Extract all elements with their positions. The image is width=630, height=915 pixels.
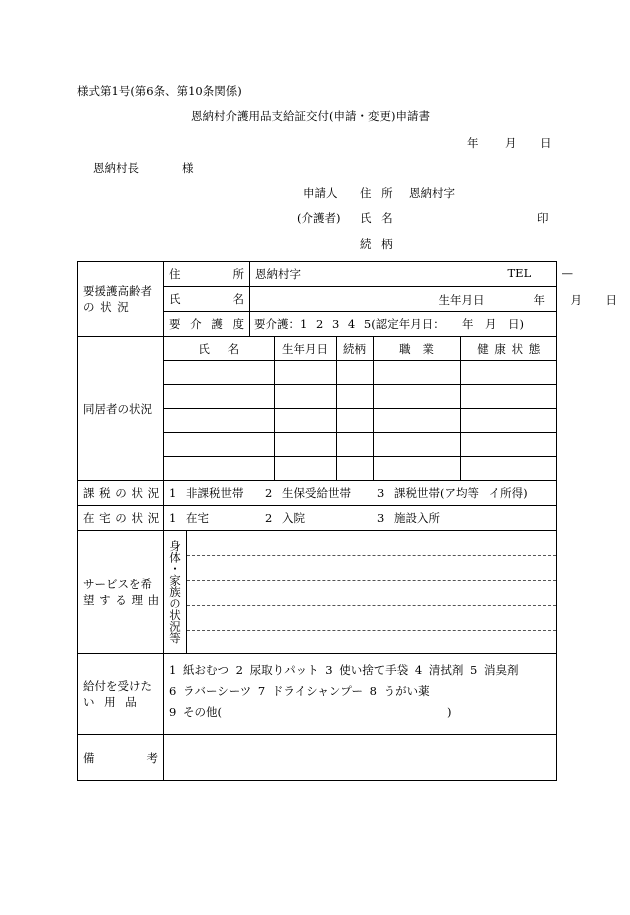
home-status-options[interactable]: [164, 506, 557, 531]
recipient-address-cell[interactable]: [250, 262, 573, 287]
recipient-name-cell[interactable]: [250, 287, 617, 312]
cohabitants-section-label: 同居者の状況: [78, 337, 164, 481]
addressee: 恩納村長: [93, 161, 139, 175]
remarks-input[interactable]: [164, 735, 557, 781]
caregiver-label: (介護者): [297, 211, 341, 225]
date-year-label: 年: [467, 136, 479, 150]
tel-dash: —: [561, 266, 573, 280]
form-number: 様式第1号(第6条、第10条関係): [77, 84, 242, 98]
birth-day-label: 日: [605, 293, 617, 307]
items-line-1: 1 紙おむつ 2 尿取りパット 3 使い捨て手袋 4 清拭剤 5 消臭剤: [169, 663, 519, 677]
care-level-value[interactable]: 要介護：1 2 3 4 5(認定年月日： 年 月 日): [250, 312, 557, 337]
home-option-1: 1 在宅: [169, 511, 209, 525]
items-other-end: ): [447, 705, 452, 719]
home-status-label: 在 宅 の 状 況: [78, 506, 164, 531]
home-option-3: 3 施設入所: [377, 511, 440, 525]
applicant-address-value: 恩納村字: [409, 186, 455, 200]
care-recipient-section-label: 要援護高齢者 の 状 況: [78, 262, 164, 337]
tax-status-options[interactable]: [164, 481, 557, 506]
items-options[interactable]: [164, 654, 557, 735]
items-line-2: 6 ラバーシーツ 7 ドライシャンプー 8 うがい薬: [169, 684, 430, 698]
home-option-2: 2 入院: [265, 511, 305, 525]
recipient-address-value: 恩納村字: [255, 267, 301, 281]
tax-option-1: 1 非課税世帯: [169, 486, 244, 500]
tax-status-label: 課 税 の 状 況: [78, 481, 164, 506]
birth-month-label: 月: [570, 293, 582, 307]
birth-year-label: 年: [533, 293, 545, 307]
honorific: 様: [182, 161, 194, 175]
date-month-label: 月: [505, 136, 517, 150]
table-row[interactable]: [164, 385, 557, 409]
care-level-label: 要 介 護 度: [164, 312, 250, 337]
service-reason-label: サービスを希 望 す る 理 由: [78, 531, 164, 654]
remarks-label: 備 考: [78, 735, 164, 781]
tax-option-2: 2 生保受給世帯: [265, 486, 351, 500]
table-row[interactable]: [164, 361, 557, 385]
col-header-name: 氏 名: [164, 337, 274, 361]
col-header-occupation: 職 業: [373, 337, 460, 361]
table-row[interactable]: [164, 409, 557, 433]
date-day-label: 日: [540, 136, 552, 150]
service-reason-input[interactable]: [187, 531, 556, 653]
applicant-address-label: 住 所: [360, 186, 393, 200]
document-title: 恩納村介護用品支給証交付(申請・変更)申請書: [191, 109, 430, 123]
col-header-relation: 続柄: [336, 337, 373, 361]
vertical-label-cell: [164, 531, 187, 653]
items-line-3: [169, 702, 551, 723]
items-other-start: 9 その他(: [169, 705, 222, 719]
birthdate-label: 生年月日: [438, 293, 485, 307]
cohabitants-cell: [164, 337, 557, 481]
table-row[interactable]: [164, 433, 557, 457]
application-form-table: [77, 261, 617, 781]
applicant-label: 申請人: [303, 186, 338, 200]
cohabitants-grid: [164, 337, 557, 480]
body-family-status-label: 身体・家族の状況等: [168, 540, 182, 644]
recipient-address-label: 住 所: [164, 262, 250, 287]
service-reason-cell: [164, 531, 557, 654]
tel-label: TEL: [507, 266, 532, 280]
recipient-name-label: 氏 名: [164, 287, 250, 312]
items-label: 給付を受けた い 用 品: [78, 654, 164, 735]
col-header-health: 健 康 状 態: [460, 337, 557, 361]
seal-mark: 印: [537, 211, 549, 225]
applicant-name-label: 氏 名: [360, 211, 393, 225]
table-row[interactable]: [164, 457, 557, 481]
applicant-relation-label: 続 柄: [360, 237, 393, 251]
col-header-birthdate: 生年月日: [274, 337, 336, 361]
tax-option-3: 3 課税世帯(ア均等 イ所得): [377, 486, 528, 500]
